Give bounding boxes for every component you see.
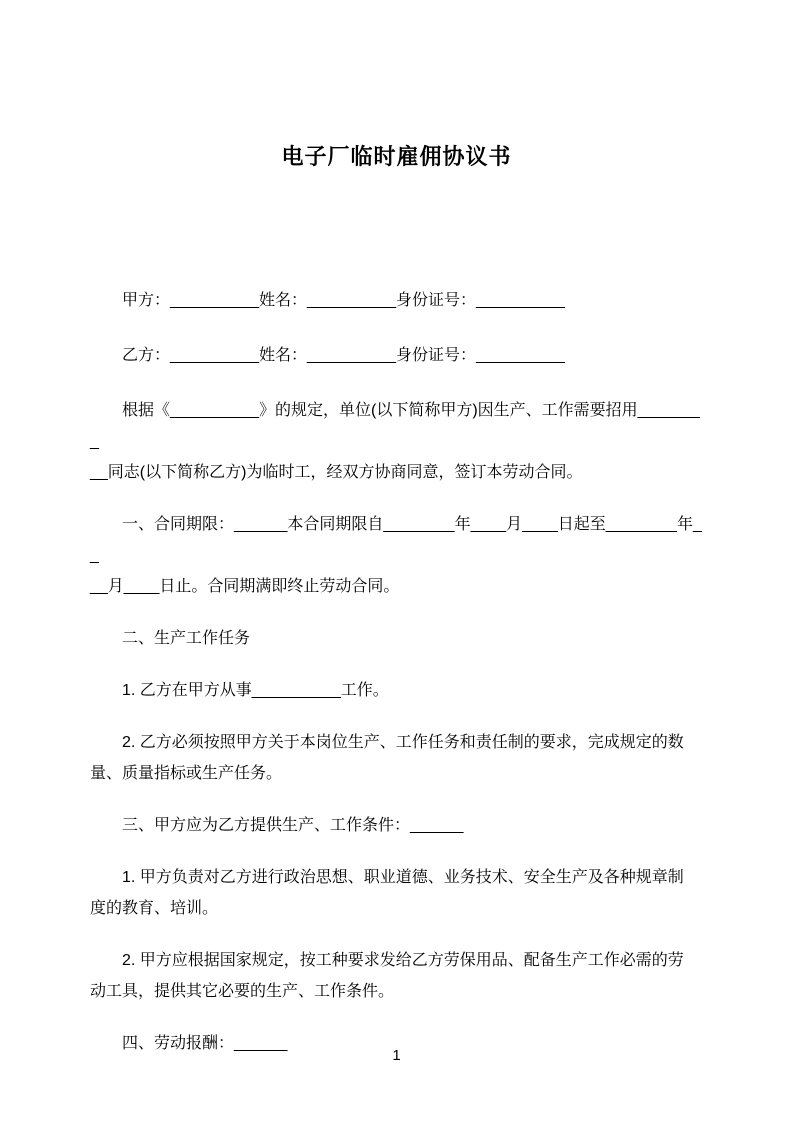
- party-b-line: [90, 340, 703, 371]
- page-number: 1: [392, 1047, 401, 1064]
- clause-1-contract-term: [90, 509, 703, 602]
- preamble-line-1: 根据《__________》的规定，单位(以下简称甲方)因生产、工作需要招用________: [90, 402, 700, 450]
- clause-2-item-1-text: 1. 乙方在甲方从事__________工作。: [122, 682, 389, 699]
- clause-2-item-1: [90, 675, 703, 706]
- document-title: 电子厂临时雇佣协议书: [281, 144, 512, 169]
- clause-3-item-2: [90, 945, 703, 1007]
- clause-3-item-2-line-2: 动工具，提供其它必要的生产、工作条件。: [90, 983, 395, 1000]
- clause-3-item-1: [90, 862, 703, 924]
- clause-3-item-1-line-2: 度的教育、培训。: [90, 900, 219, 917]
- party-b-text: 乙方：__________姓名：__________身份证号：__________: [122, 347, 565, 364]
- clause-4-heading-text: 四、劳动报酬：______: [122, 1035, 288, 1052]
- clause-2-item-2-line-2: 量、质量指标或生产任务。: [90, 765, 283, 782]
- clause-2-heading-text: 二、生产工作任务: [122, 630, 251, 647]
- clause-3-item-1-line-1: 1. 甲方负责对乙方进行政治思想、职业道德、业务技术、安全生产及各种规章制: [122, 869, 684, 886]
- clause-3-heading: [90, 810, 703, 841]
- preamble-paragraph: [90, 395, 703, 488]
- clause-3-heading-text: 三、甲方应为乙方提供生产、工作条件：______: [122, 817, 464, 834]
- clause-3-item-2-line-1: 2. 甲方应根据国家规定，按工种要求发给乙方劳保用品、配备生产工作必需的劳: [122, 952, 684, 969]
- party-a-line: [90, 285, 703, 316]
- clause-1-line-2: __月____日止。合同期满即终止劳动合同。: [90, 578, 400, 595]
- clause-2-item-2-line-1: 2. 乙方必须按照甲方关于本岗位生产、工作任务和责任制的要求，完成规定的数: [122, 734, 684, 751]
- clause-2-heading: [90, 623, 703, 654]
- clause-2-item-2: [90, 727, 703, 789]
- party-a-text: 甲方：__________姓名：__________身份证号：__________: [122, 292, 565, 309]
- clause-1-line-1: 一、合同期限：______本合同期限自________年____月____日起至________年__: [90, 516, 702, 564]
- preamble-line-2: __同志(以下简称乙方)为临时工，经双方协商同意，签订本劳动合同。: [90, 464, 583, 481]
